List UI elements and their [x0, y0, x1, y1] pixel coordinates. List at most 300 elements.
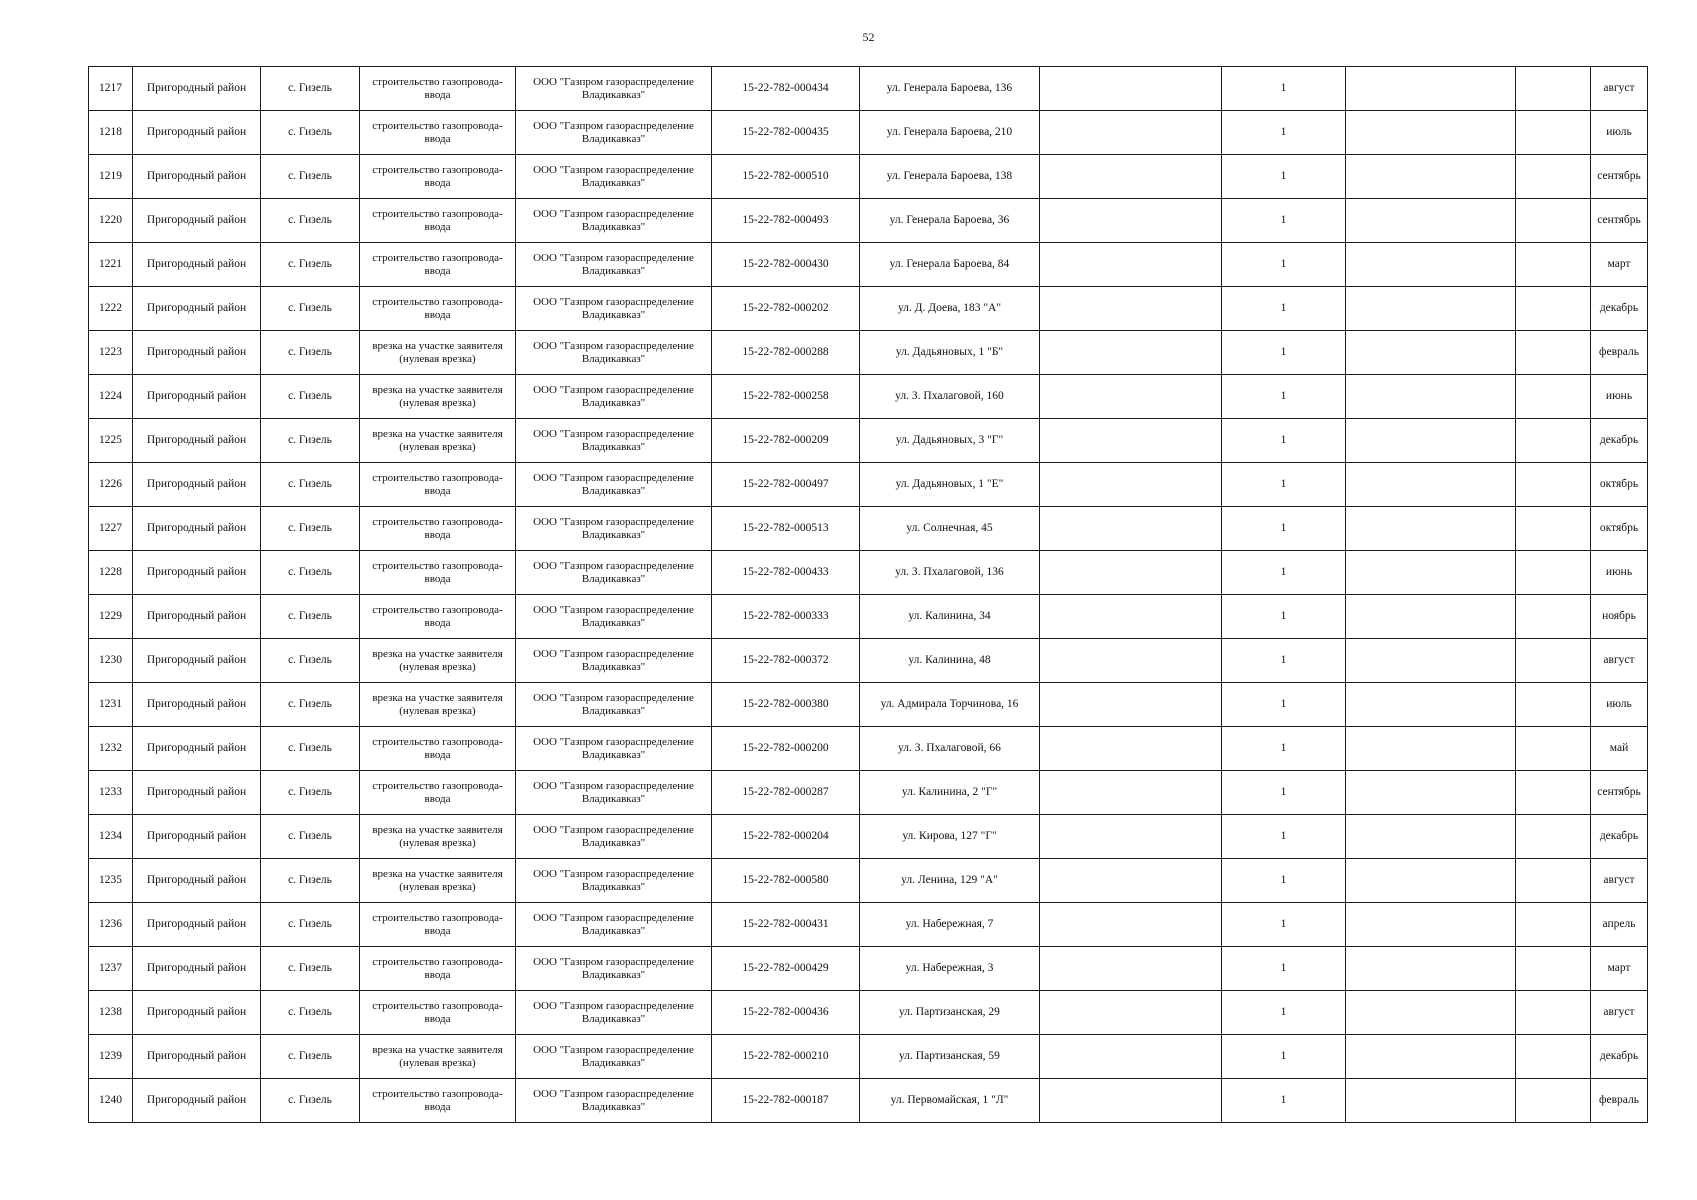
cell-application-number: 15-22-782-000333 [712, 595, 860, 639]
cell-row-number: 1230 [89, 639, 133, 683]
cell-row-number: 1228 [89, 551, 133, 595]
cell-row-number: 1235 [89, 859, 133, 903]
cell-application-number: 15-22-782-000202 [712, 287, 860, 331]
cell-quantity: 1 [1222, 507, 1346, 551]
cell-address: ул. Генерала Бароева, 84 [860, 243, 1040, 287]
cell-empty-col-8 [1040, 155, 1222, 199]
cell-address: ул. Партизанская, 29 [860, 991, 1040, 1035]
cell-quantity: 1 [1222, 67, 1346, 111]
cell-empty-col-10 [1346, 551, 1516, 595]
cell-settlement: с. Гизель [261, 683, 360, 727]
cell-month: сентябрь [1591, 199, 1648, 243]
cell-district: Пригородный район [133, 111, 261, 155]
cell-row-number: 1231 [89, 683, 133, 727]
cell-district: Пригородный район [133, 551, 261, 595]
cell-application-number: 15-22-782-000380 [712, 683, 860, 727]
cell-row-number: 1220 [89, 199, 133, 243]
cell-empty-col-8 [1040, 419, 1222, 463]
cell-address: ул. Кирова, 127 "Г" [860, 815, 1040, 859]
cell-row-number: 1229 [89, 595, 133, 639]
cell-empty-col-11 [1516, 551, 1591, 595]
cell-organization: ООО "Газпром газораспределение Владикавказ" [516, 815, 712, 859]
cell-empty-col-11 [1516, 771, 1591, 815]
table-row [89, 155, 1648, 199]
cell-work-type: врезка на участке заявителя (нулевая врезка) [360, 683, 516, 727]
cell-row-number: 1221 [89, 243, 133, 287]
cell-quantity: 1 [1222, 331, 1346, 375]
cell-application-number: 15-22-782-000435 [712, 111, 860, 155]
cell-work-type: строительство газопровода-ввода [360, 727, 516, 771]
cell-empty-col-10 [1346, 595, 1516, 639]
cell-row-number: 1236 [89, 903, 133, 947]
table-row [89, 375, 1648, 419]
cell-settlement: с. Гизель [261, 991, 360, 1035]
cell-empty-col-11 [1516, 991, 1591, 1035]
cell-address: ул. Генерала Бароева, 210 [860, 111, 1040, 155]
cell-settlement: с. Гизель [261, 815, 360, 859]
cell-empty-col-8 [1040, 67, 1222, 111]
cell-application-number: 15-22-782-000510 [712, 155, 860, 199]
cell-empty-col-10 [1346, 507, 1516, 551]
cell-empty-col-8 [1040, 551, 1222, 595]
cell-organization: ООО "Газпром газораспределение Владикавказ" [516, 595, 712, 639]
cell-empty-col-11 [1516, 815, 1591, 859]
table-row [89, 991, 1648, 1035]
cell-row-number: 1217 [89, 67, 133, 111]
cell-district: Пригородный район [133, 507, 261, 551]
cell-application-number: 15-22-782-000200 [712, 727, 860, 771]
cell-empty-col-11 [1516, 859, 1591, 903]
cell-work-type: строительство газопровода-ввода [360, 463, 516, 507]
cell-empty-col-11 [1516, 639, 1591, 683]
cell-district: Пригородный район [133, 67, 261, 111]
cell-district: Пригородный район [133, 595, 261, 639]
cell-empty-col-8 [1040, 683, 1222, 727]
cell-address: ул. З. Пхалаговой, 136 [860, 551, 1040, 595]
cell-address: ул. Первомайская, 1 "Л" [860, 1079, 1040, 1123]
cell-row-number: 1226 [89, 463, 133, 507]
cell-quantity: 1 [1222, 639, 1346, 683]
table-row [89, 287, 1648, 331]
cell-quantity: 1 [1222, 771, 1346, 815]
cell-quantity: 1 [1222, 991, 1346, 1035]
cell-month: апрель [1591, 903, 1648, 947]
cell-empty-col-8 [1040, 947, 1222, 991]
cell-settlement: с. Гизель [261, 507, 360, 551]
cell-empty-col-8 [1040, 595, 1222, 639]
cell-quantity: 1 [1222, 903, 1346, 947]
cell-work-type: строительство газопровода-ввода [360, 287, 516, 331]
cell-organization: ООО "Газпром газораспределение Владикавказ" [516, 1035, 712, 1079]
cell-organization: ООО "Газпром газораспределение Владикавказ" [516, 199, 712, 243]
table-row [89, 771, 1648, 815]
cell-row-number: 1240 [89, 1079, 133, 1123]
cell-address: ул. Набережная, 3 [860, 947, 1040, 991]
cell-month: февраль [1591, 1079, 1648, 1123]
cell-empty-col-10 [1346, 375, 1516, 419]
cell-work-type: строительство газопровода-ввода [360, 507, 516, 551]
cell-month: март [1591, 243, 1648, 287]
cell-district: Пригородный район [133, 1035, 261, 1079]
cell-quantity: 1 [1222, 551, 1346, 595]
cell-work-type: врезка на участке заявителя (нулевая врезка) [360, 375, 516, 419]
cell-settlement: с. Гизель [261, 419, 360, 463]
cell-row-number: 1218 [89, 111, 133, 155]
cell-district: Пригородный район [133, 155, 261, 199]
cell-settlement: с. Гизель [261, 243, 360, 287]
cell-empty-col-11 [1516, 243, 1591, 287]
cell-empty-col-10 [1346, 947, 1516, 991]
cell-address: ул. Ленина, 129 "А" [860, 859, 1040, 903]
table-row [89, 463, 1648, 507]
cell-district: Пригородный район [133, 375, 261, 419]
cell-application-number: 15-22-782-000436 [712, 991, 860, 1035]
cell-empty-col-10 [1346, 199, 1516, 243]
cell-application-number: 15-22-782-000258 [712, 375, 860, 419]
cell-work-type: строительство газопровода-ввода [360, 771, 516, 815]
cell-organization: ООО "Газпром газораспределение Владикавказ" [516, 375, 712, 419]
cell-organization: ООО "Газпром газораспределение Владикавказ" [516, 683, 712, 727]
cell-settlement: с. Гизель [261, 859, 360, 903]
table-row [89, 551, 1648, 595]
cell-work-type: строительство газопровода-ввода [360, 1079, 516, 1123]
cell-empty-col-11 [1516, 1035, 1591, 1079]
cell-empty-col-8 [1040, 287, 1222, 331]
cell-empty-col-10 [1346, 1035, 1516, 1079]
cell-application-number: 15-22-782-000430 [712, 243, 860, 287]
cell-organization: ООО "Газпром газораспределение Владикавказ" [516, 331, 712, 375]
cell-row-number: 1219 [89, 155, 133, 199]
cell-empty-col-10 [1346, 111, 1516, 155]
table-row [89, 947, 1648, 991]
cell-empty-col-8 [1040, 243, 1222, 287]
cell-empty-col-11 [1516, 67, 1591, 111]
cell-address: ул. Генерала Бароева, 138 [860, 155, 1040, 199]
cell-row-number: 1234 [89, 815, 133, 859]
cell-application-number: 15-22-782-000209 [712, 419, 860, 463]
cell-organization: ООО "Газпром газораспределение Владикавказ" [516, 991, 712, 1035]
table-row [89, 859, 1648, 903]
cell-quantity: 1 [1222, 815, 1346, 859]
cell-address: ул. З. Пхалаговой, 160 [860, 375, 1040, 419]
cell-empty-col-8 [1040, 727, 1222, 771]
cell-row-number: 1237 [89, 947, 133, 991]
cell-application-number: 15-22-782-000580 [712, 859, 860, 903]
table-row [89, 111, 1648, 155]
cell-quantity: 1 [1222, 683, 1346, 727]
cell-month: май [1591, 727, 1648, 771]
cell-address: ул. Дадьяновых, 3 "Г" [860, 419, 1040, 463]
cell-settlement: с. Гизель [261, 771, 360, 815]
cell-empty-col-8 [1040, 375, 1222, 419]
cell-empty-col-8 [1040, 903, 1222, 947]
cell-quantity: 1 [1222, 375, 1346, 419]
cell-work-type: строительство газопровода-ввода [360, 595, 516, 639]
cell-work-type: строительство газопровода-ввода [360, 199, 516, 243]
cell-empty-col-11 [1516, 375, 1591, 419]
cell-row-number: 1233 [89, 771, 133, 815]
cell-empty-col-8 [1040, 331, 1222, 375]
cell-quantity: 1 [1222, 419, 1346, 463]
table-row [89, 683, 1648, 727]
cell-empty-col-10 [1346, 991, 1516, 1035]
cell-address: ул. Генерала Бароева, 36 [860, 199, 1040, 243]
cell-empty-col-11 [1516, 287, 1591, 331]
cell-empty-col-11 [1516, 727, 1591, 771]
cell-address: ул. Набережная, 7 [860, 903, 1040, 947]
cell-settlement: с. Гизель [261, 947, 360, 991]
table-row [89, 1079, 1648, 1123]
cell-work-type: врезка на участке заявителя (нулевая врезка) [360, 815, 516, 859]
cell-month: август [1591, 67, 1648, 111]
table-row [89, 815, 1648, 859]
table-row [89, 1035, 1648, 1079]
cell-district: Пригородный район [133, 463, 261, 507]
table-row [89, 331, 1648, 375]
cell-month: август [1591, 639, 1648, 683]
cell-month: октябрь [1591, 507, 1648, 551]
table-row [89, 507, 1648, 551]
cell-district: Пригородный район [133, 991, 261, 1035]
cell-empty-col-8 [1040, 463, 1222, 507]
cell-month: сентябрь [1591, 771, 1648, 815]
cell-organization: ООО "Газпром газораспределение Владикавказ" [516, 155, 712, 199]
cell-settlement: с. Гизель [261, 155, 360, 199]
cell-empty-col-8 [1040, 815, 1222, 859]
cell-empty-col-11 [1516, 111, 1591, 155]
cell-address: ул. Генерала Бароева, 136 [860, 67, 1040, 111]
cell-empty-col-8 [1040, 111, 1222, 155]
cell-month: сентябрь [1591, 155, 1648, 199]
cell-quantity: 1 [1222, 111, 1346, 155]
cell-quantity: 1 [1222, 1035, 1346, 1079]
cell-empty-col-10 [1346, 287, 1516, 331]
cell-address: ул. Д. Доева, 183 "А" [860, 287, 1040, 331]
cell-address: ул. Дадьяновых, 1 "Б" [860, 331, 1040, 375]
cell-address: ул. Калинина, 48 [860, 639, 1040, 683]
cell-quantity: 1 [1222, 947, 1346, 991]
cell-address: ул. Дадьяновых, 1 "Е" [860, 463, 1040, 507]
cell-empty-col-10 [1346, 683, 1516, 727]
table-row [89, 639, 1648, 683]
cell-work-type: строительство газопровода-ввода [360, 155, 516, 199]
cell-organization: ООО "Газпром газораспределение Владикавказ" [516, 463, 712, 507]
cell-settlement: с. Гизель [261, 331, 360, 375]
cell-empty-col-11 [1516, 331, 1591, 375]
cell-work-type: строительство газопровода-ввода [360, 111, 516, 155]
cell-address: ул. Партизанская, 59 [860, 1035, 1040, 1079]
cell-empty-col-8 [1040, 1079, 1222, 1123]
cell-district: Пригородный район [133, 199, 261, 243]
cell-application-number: 15-22-782-000429 [712, 947, 860, 991]
cell-application-number: 15-22-782-000210 [712, 1035, 860, 1079]
cell-organization: ООО "Газпром газораспределение Владикавказ" [516, 507, 712, 551]
cell-work-type: врезка на участке заявителя (нулевая врезка) [360, 419, 516, 463]
cell-empty-col-10 [1346, 1079, 1516, 1123]
schedule-table-body [89, 67, 1648, 1123]
cell-application-number: 15-22-782-000431 [712, 903, 860, 947]
cell-organization: ООО "Газпром газораспределение Владикавказ" [516, 67, 712, 111]
table-row [89, 67, 1648, 111]
cell-settlement: с. Гизель [261, 199, 360, 243]
cell-address: ул. Солнечная, 45 [860, 507, 1040, 551]
cell-address: ул. Калинина, 34 [860, 595, 1040, 639]
cell-district: Пригородный район [133, 639, 261, 683]
cell-row-number: 1232 [89, 727, 133, 771]
cell-month: декабрь [1591, 815, 1648, 859]
cell-address: ул. Калинина, 2 "Г" [860, 771, 1040, 815]
cell-work-type: врезка на участке заявителя (нулевая врезка) [360, 1035, 516, 1079]
cell-empty-col-11 [1516, 903, 1591, 947]
cell-empty-col-11 [1516, 1079, 1591, 1123]
cell-quantity: 1 [1222, 463, 1346, 507]
cell-work-type: врезка на участке заявителя (нулевая врезка) [360, 639, 516, 683]
cell-work-type: врезка на участке заявителя (нулевая врезка) [360, 331, 516, 375]
cell-empty-col-11 [1516, 947, 1591, 991]
cell-empty-col-10 [1346, 331, 1516, 375]
cell-month: ноябрь [1591, 595, 1648, 639]
cell-organization: ООО "Газпром газораспределение Владикавказ" [516, 287, 712, 331]
cell-month: июль [1591, 111, 1648, 155]
cell-empty-col-8 [1040, 639, 1222, 683]
cell-empty-col-11 [1516, 155, 1591, 199]
cell-application-number: 15-22-782-000204 [712, 815, 860, 859]
cell-application-number: 15-22-782-000287 [712, 771, 860, 815]
cell-row-number: 1222 [89, 287, 133, 331]
cell-settlement: с. Гизель [261, 463, 360, 507]
cell-application-number: 15-22-782-000372 [712, 639, 860, 683]
cell-work-type: строительство газопровода-ввода [360, 991, 516, 1035]
page-number: 52 [862, 30, 875, 44]
table-row [89, 903, 1648, 947]
cell-work-type: строительство газопровода-ввода [360, 67, 516, 111]
cell-district: Пригородный район [133, 903, 261, 947]
cell-organization: ООО "Газпром газораспределение Владикавказ" [516, 639, 712, 683]
cell-empty-col-8 [1040, 859, 1222, 903]
cell-settlement: с. Гизель [261, 639, 360, 683]
cell-month: октябрь [1591, 463, 1648, 507]
cell-empty-col-10 [1346, 727, 1516, 771]
cell-application-number: 15-22-782-000493 [712, 199, 860, 243]
table-row [89, 243, 1648, 287]
cell-work-type: строительство газопровода-ввода [360, 903, 516, 947]
table-row [89, 727, 1648, 771]
cell-settlement: с. Гизель [261, 903, 360, 947]
cell-empty-col-11 [1516, 419, 1591, 463]
cell-application-number: 15-22-782-000513 [712, 507, 860, 551]
cell-empty-col-8 [1040, 771, 1222, 815]
cell-quantity: 1 [1222, 859, 1346, 903]
cell-month: декабрь [1591, 419, 1648, 463]
cell-empty-col-10 [1346, 419, 1516, 463]
cell-empty-col-11 [1516, 683, 1591, 727]
cell-row-number: 1224 [89, 375, 133, 419]
cell-district: Пригородный район [133, 287, 261, 331]
cell-empty-col-10 [1346, 243, 1516, 287]
cell-month: март [1591, 947, 1648, 991]
cell-application-number: 15-22-782-000433 [712, 551, 860, 595]
cell-district: Пригородный район [133, 727, 261, 771]
cell-month: август [1591, 991, 1648, 1035]
cell-work-type: строительство газопровода-ввода [360, 551, 516, 595]
cell-organization: ООО "Газпром газораспределение Владикавказ" [516, 727, 712, 771]
cell-organization: ООО "Газпром газораспределение Владикавказ" [516, 947, 712, 991]
cell-month: февраль [1591, 331, 1648, 375]
cell-settlement: с. Гизель [261, 67, 360, 111]
table-row [89, 419, 1648, 463]
cell-district: Пригородный район [133, 771, 261, 815]
cell-work-type: строительство газопровода-ввода [360, 947, 516, 991]
cell-district: Пригородный район [133, 1079, 261, 1123]
cell-district: Пригородный район [133, 243, 261, 287]
cell-empty-col-11 [1516, 199, 1591, 243]
cell-row-number: 1239 [89, 1035, 133, 1079]
cell-address: ул. Адмирала Торчинова, 16 [860, 683, 1040, 727]
cell-settlement: с. Гизель [261, 595, 360, 639]
table-row [89, 199, 1648, 243]
cell-work-type: врезка на участке заявителя (нулевая врезка) [360, 859, 516, 903]
cell-organization: ООО "Газпром газораспределение Владикавказ" [516, 771, 712, 815]
cell-work-type: строительство газопровода-ввода [360, 243, 516, 287]
schedule-table [88, 66, 1648, 1123]
cell-district: Пригородный район [133, 331, 261, 375]
cell-quantity: 1 [1222, 287, 1346, 331]
cell-application-number: 15-22-782-000288 [712, 331, 860, 375]
cell-row-number: 1223 [89, 331, 133, 375]
cell-district: Пригородный район [133, 683, 261, 727]
cell-quantity: 1 [1222, 595, 1346, 639]
cell-empty-col-10 [1346, 815, 1516, 859]
cell-quantity: 1 [1222, 155, 1346, 199]
table-row [89, 595, 1648, 639]
cell-empty-col-10 [1346, 155, 1516, 199]
cell-empty-col-8 [1040, 507, 1222, 551]
cell-organization: ООО "Газпром газораспределение Владикавказ" [516, 859, 712, 903]
cell-month: август [1591, 859, 1648, 903]
cell-empty-col-10 [1346, 463, 1516, 507]
cell-empty-col-11 [1516, 463, 1591, 507]
cell-month: июнь [1591, 551, 1648, 595]
cell-organization: ООО "Газпром газораспределение Владикавказ" [516, 903, 712, 947]
cell-settlement: с. Гизель [261, 111, 360, 155]
cell-empty-col-10 [1346, 67, 1516, 111]
cell-empty-col-10 [1346, 859, 1516, 903]
cell-application-number: 15-22-782-000187 [712, 1079, 860, 1123]
cell-row-number: 1238 [89, 991, 133, 1035]
cell-application-number: 15-22-782-000434 [712, 67, 860, 111]
cell-settlement: с. Гизель [261, 375, 360, 419]
cell-settlement: с. Гизель [261, 287, 360, 331]
cell-empty-col-10 [1346, 771, 1516, 815]
cell-empty-col-11 [1516, 595, 1591, 639]
cell-month: июль [1591, 683, 1648, 727]
cell-quantity: 1 [1222, 727, 1346, 771]
cell-organization: ООО "Газпром газораспределение Владикавказ" [516, 243, 712, 287]
cell-month: декабрь [1591, 1035, 1648, 1079]
cell-empty-col-10 [1346, 639, 1516, 683]
cell-settlement: с. Гизель [261, 727, 360, 771]
cell-district: Пригородный район [133, 815, 261, 859]
cell-month: июнь [1591, 375, 1648, 419]
cell-month: декабрь [1591, 287, 1648, 331]
cell-empty-col-8 [1040, 199, 1222, 243]
cell-empty-col-11 [1516, 507, 1591, 551]
cell-district: Пригородный район [133, 947, 261, 991]
cell-empty-col-8 [1040, 1035, 1222, 1079]
cell-quantity: 1 [1222, 243, 1346, 287]
cell-quantity: 1 [1222, 199, 1346, 243]
cell-settlement: с. Гизель [261, 1079, 360, 1123]
